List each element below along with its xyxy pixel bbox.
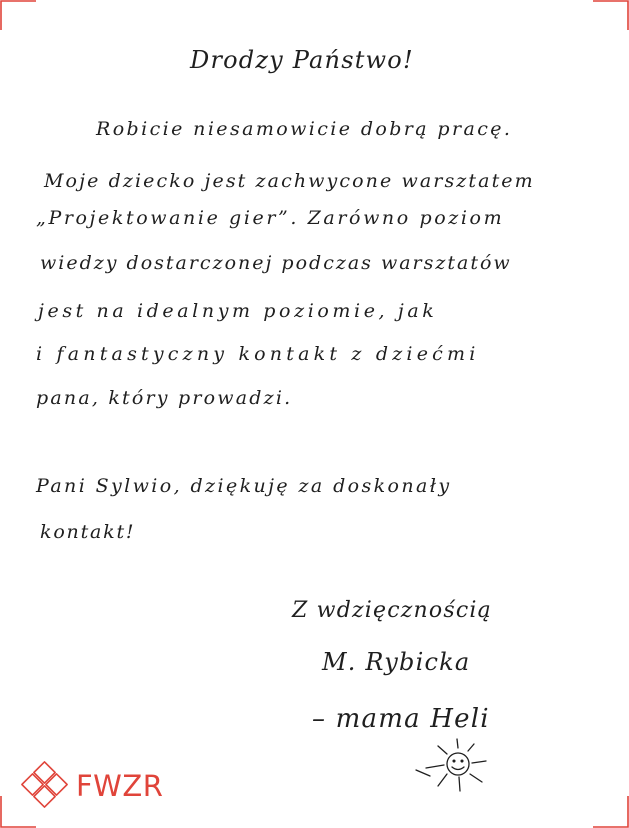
letter-greeting: Drodzy Państwo! — [190, 46, 414, 74]
letter-signature: M. Rybicka — [322, 648, 471, 676]
letter-line: Robicie niesamowicie dobrą pracę. — [96, 118, 513, 140]
letter-line: kontakt! — [40, 521, 136, 543]
corner-bottom-right — [593, 796, 628, 827]
letter-line: Moje dziecko jest zachwycone warsztatem — [44, 170, 535, 192]
logo-text: FWZR — [76, 769, 164, 803]
letter-closing: Z wdzięcznością — [292, 598, 492, 623]
letter-line: jest na idealnym poziomie, jak — [38, 300, 438, 322]
corner-top-left — [1, 1, 36, 30]
letter-line: „Projektowanie gier”. Zarówno poziom — [36, 207, 505, 229]
letter-line: i fantastyczny kontakt z dziećmi — [36, 343, 480, 365]
corner-top-right — [593, 1, 628, 30]
smiling-sun-icon — [412, 736, 496, 794]
letter-line: wiedzy dostarczonej podczas warsztatów — [40, 252, 512, 274]
letter-signoff: – mama Heli — [312, 704, 490, 734]
letter-line: pana, który prowadzi. — [36, 387, 293, 409]
letter-line: Pani Sylwio, dziękuję za doskonały — [36, 475, 452, 497]
